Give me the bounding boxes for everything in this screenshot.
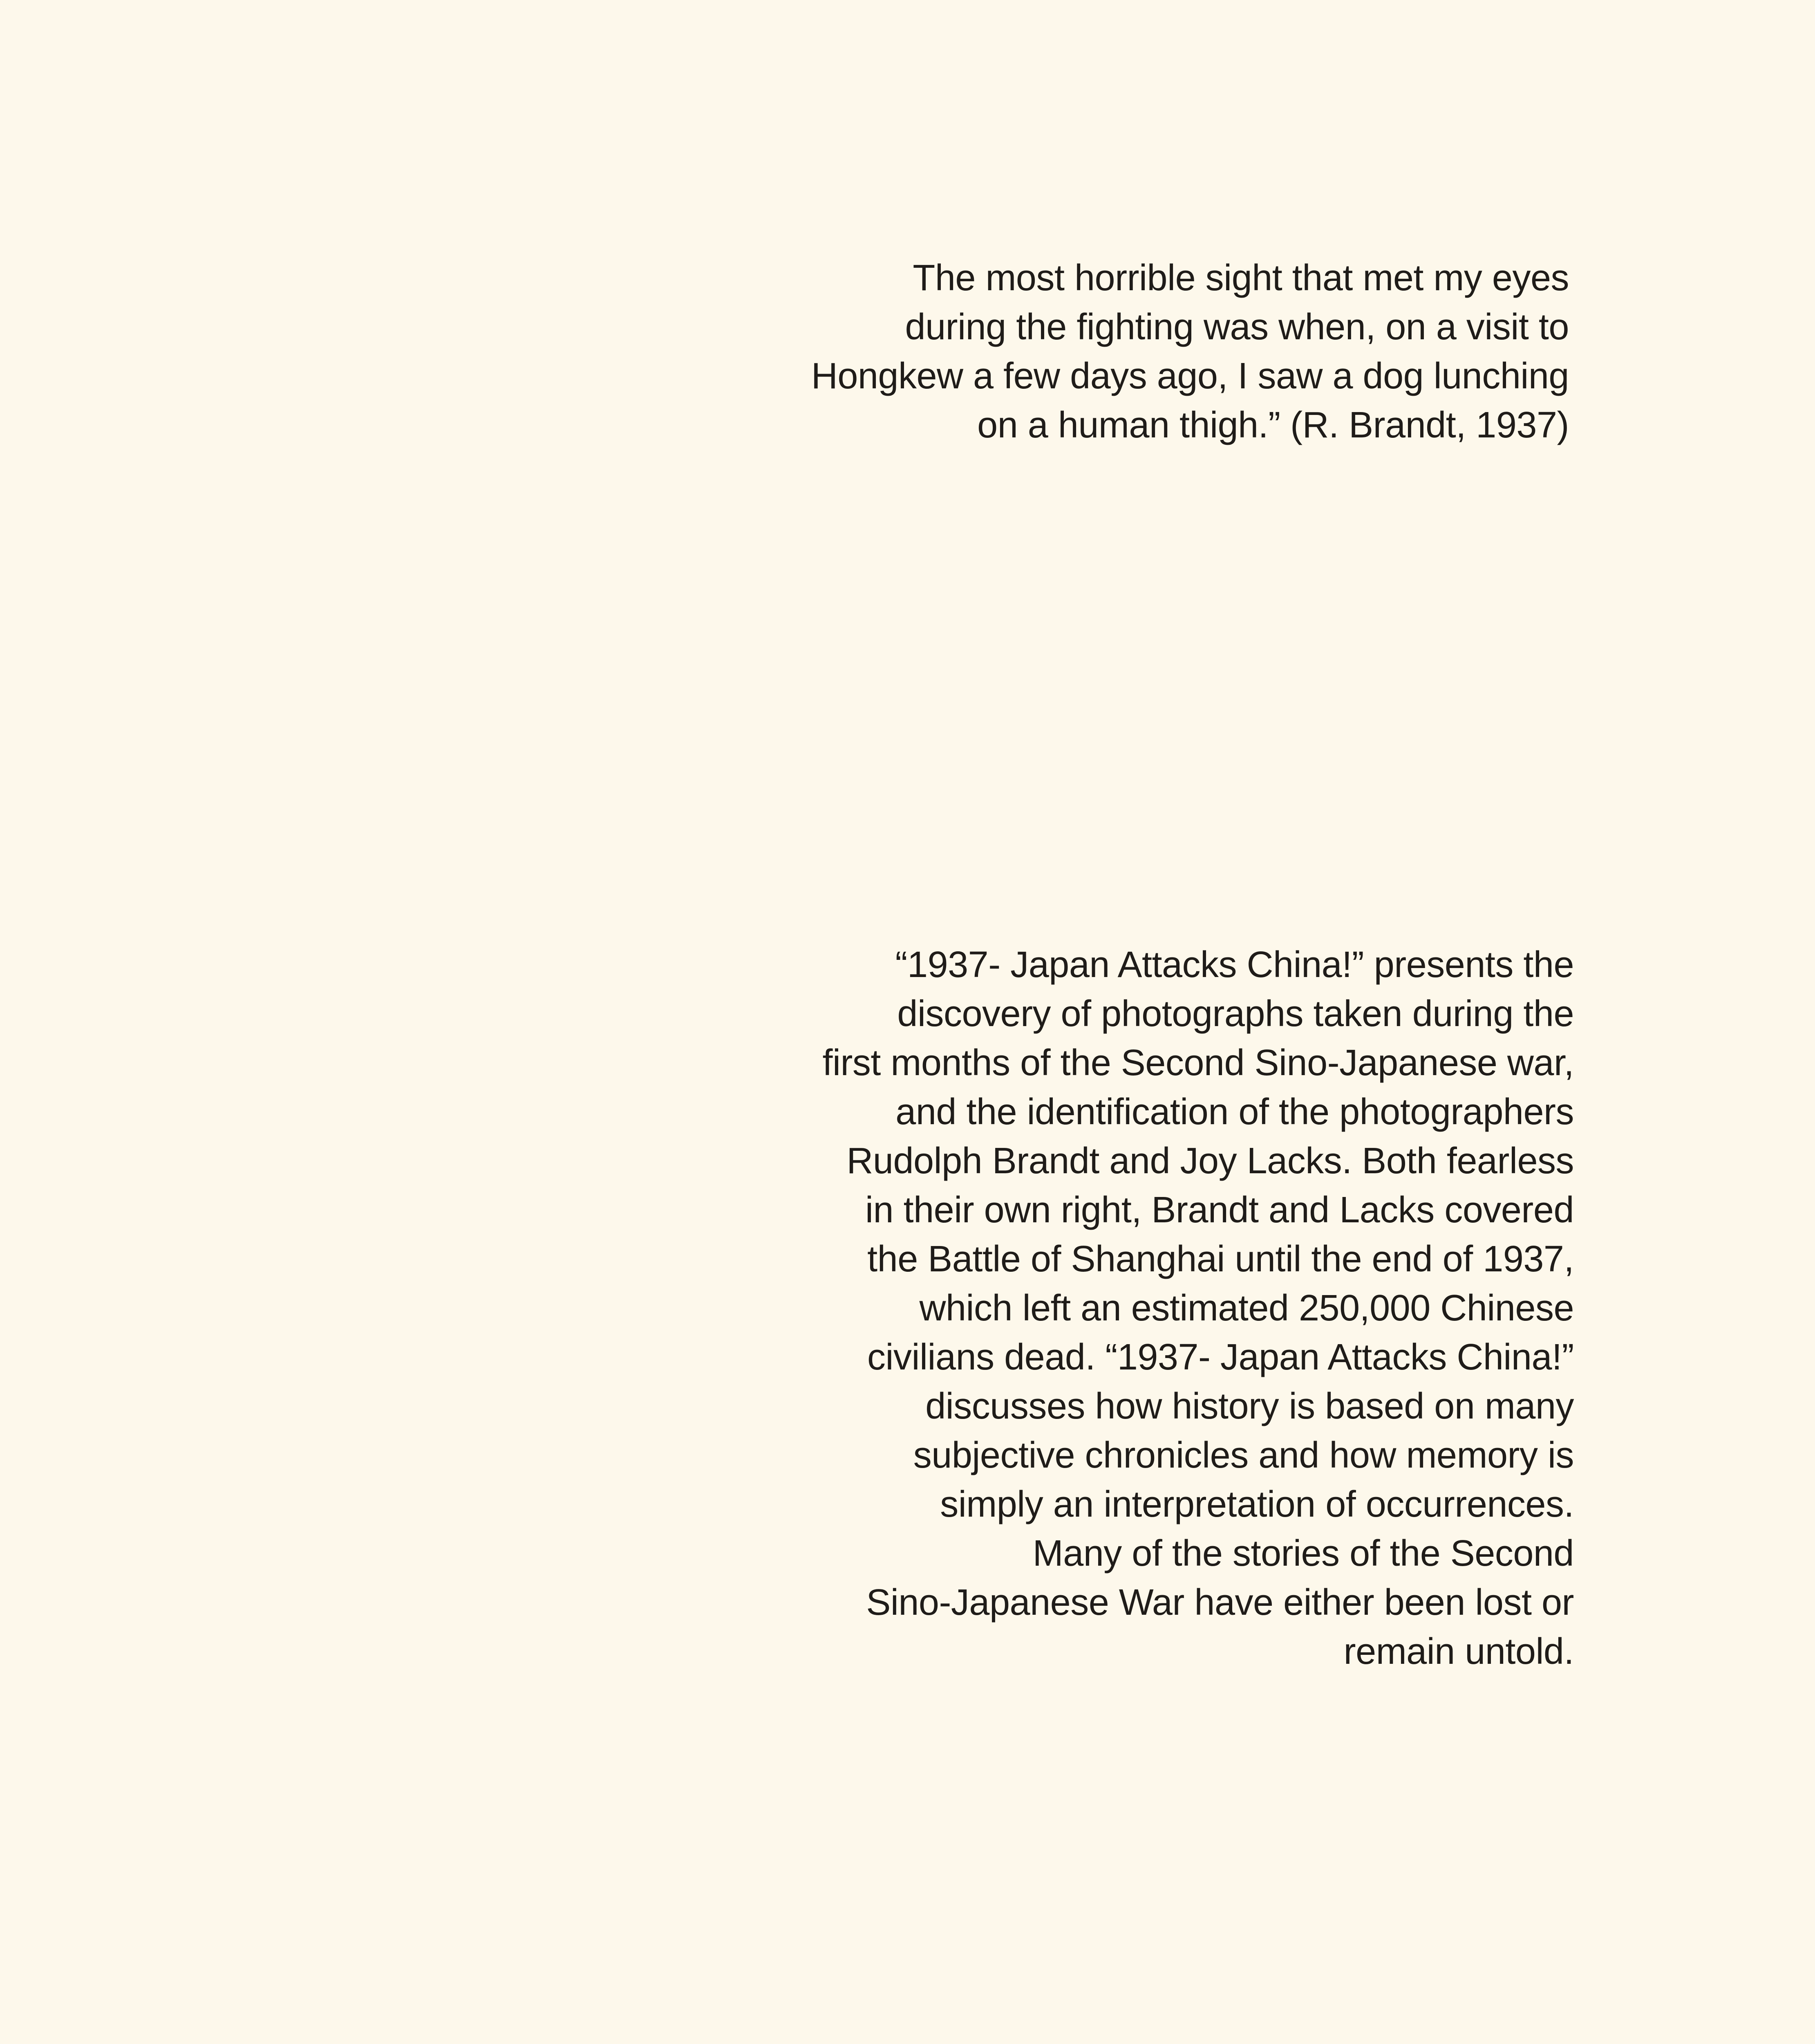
quote-line: on a human thigh.” (R. Brandt, 1937) [977,405,1569,446]
quote-line: The most horrible sight that met my eyes [913,258,1569,298]
description-line: civilians dead. “1937- Japan Attacks China!” [867,1337,1574,1378]
description-line: “1937- Japan Attacks China!” presents the [895,944,1574,985]
description-line: first months of the Second Sino-Japanese war, [822,1042,1574,1083]
description-line: Many of the stories of the Second [1032,1533,1574,1574]
description-line: discovery of photographs taken during the [897,993,1574,1034]
description-line: simply an interpretation of occurrences. [940,1484,1574,1525]
quote-line: Hongkew a few days ago, I saw a dog lunching [811,356,1569,397]
description-line: in their own right, Brandt and Lacks covered [865,1190,1574,1230]
description-line: remain untold. [1343,1631,1574,1672]
quote-line: during the fighting was when, on a visit to [905,307,1569,347]
description-line: Sino-Japanese War have either been lost or [866,1582,1574,1623]
description-block [822,940,1574,1676]
description-line: subjective chronicles and how memory is [913,1435,1574,1476]
description-line: which left an estimated 250,000 Chinese [919,1288,1574,1329]
description-line: discusses how history is based on many [925,1386,1574,1427]
description-line: and the identification of the photographers [895,1091,1574,1132]
description-line: the Battle of Shanghai until the end of 1937, [867,1239,1574,1280]
quote-block [811,253,1569,450]
description-line: Rudolph Brandt and Joy Lacks. Both fearless [846,1141,1574,1181]
